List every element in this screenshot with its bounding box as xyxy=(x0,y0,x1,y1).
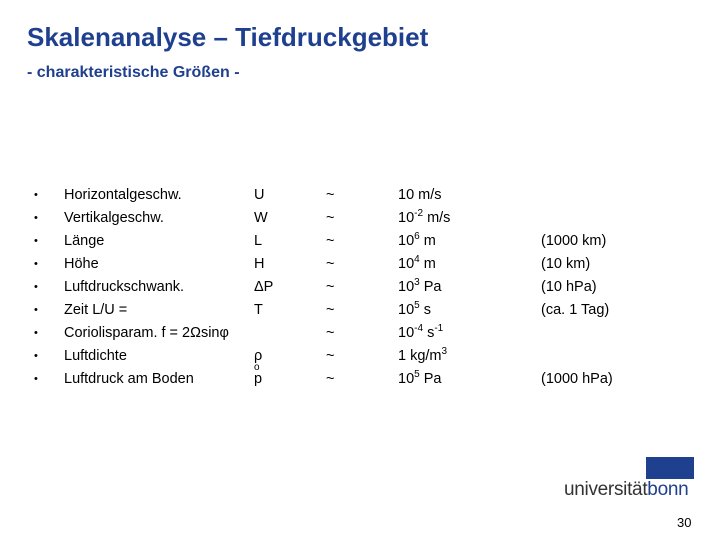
quantity-name: Luftdichte xyxy=(64,348,127,364)
list-item: • Zeit L/U = T ~ $10^5$ s (ca. 1 Tag) xyxy=(0,299,720,322)
logo-wordmark: universitätbonn xyxy=(564,479,689,500)
order-of-magnitude: $10^6$ m xyxy=(398,231,436,249)
list-item: • Luftdichte ρ ~ 1 $kg/m^3$ xyxy=(0,345,720,368)
quantity-name: Coriolisparam. f = 2Ωsinφ xyxy=(64,325,229,341)
approx-sign: ~ xyxy=(326,302,335,318)
bullet: • xyxy=(34,258,38,270)
order-of-magnitude: $10^5$ s xyxy=(398,300,431,318)
quantity-name: Höhe xyxy=(64,256,99,272)
approx-sign: ~ xyxy=(326,371,335,387)
quantity-name: Zeit L/U = xyxy=(64,302,128,318)
bullet: • xyxy=(34,327,38,339)
logo-building-icon xyxy=(646,457,694,479)
order-of-magnitude: $10^{-2}$ m/s xyxy=(398,208,451,226)
list-item: • Luftdruckschwank. ΔP ~ $10^3$ Pa (10 hPa) xyxy=(0,276,720,299)
list-item xyxy=(0,322,720,345)
order-of-magnitude: $10^5$ Pa xyxy=(398,369,442,387)
quantity-name: Luftdruck am Boden xyxy=(64,371,194,387)
bullet: • xyxy=(34,350,38,362)
order-of-magnitude: $10^3$ Pa xyxy=(398,277,442,295)
bullet: • xyxy=(34,281,38,293)
quantity-name: Horizontalgeschw. xyxy=(64,187,182,203)
approx-sign: ~ xyxy=(326,187,335,203)
slide-title: Skalenanalyse – Tiefdruckgebiet xyxy=(27,22,429,52)
quantity-name: Luftdruckschwank. xyxy=(64,279,185,295)
university-logo xyxy=(560,455,696,505)
order-of-magnitude: $10^4$ m xyxy=(398,254,436,272)
list-item: • Luftdruck am Boden p o ~ $10^5$ Pa (1000 hPa) xyxy=(0,368,720,391)
order-of-magnitude: 1 $kg/m^3$ xyxy=(398,346,448,364)
bullet: • xyxy=(34,304,38,316)
bullet: • xyxy=(34,373,38,385)
quantity-name: Länge xyxy=(64,233,105,249)
value-note: (ca. 1 Tag) xyxy=(541,302,610,318)
approx-sign: ~ xyxy=(326,325,335,341)
bullet: • xyxy=(34,235,38,247)
list-item: • Länge L ~ $10^6$ m (1000 km) xyxy=(0,230,720,253)
list-item: • Horizontalgeschw. U ~ 10 m/s xyxy=(0,184,720,207)
approx-sign: ~ xyxy=(326,348,335,364)
bullet: • xyxy=(34,212,38,224)
value-note: (1000 hPa) xyxy=(541,371,613,387)
value-note: (1000 km) xyxy=(541,233,607,249)
list-item: • Vertikalgeschw. W ~ $10^{-2}$ m/s xyxy=(0,207,720,230)
approx-sign: ~ xyxy=(326,279,335,295)
approx-sign: ~ xyxy=(326,210,335,226)
approx-sign: ~ xyxy=(326,233,335,249)
quantity-name: Vertikalgeschw. xyxy=(64,210,164,226)
bullet: • xyxy=(34,189,38,201)
value-note: (10 hPa) xyxy=(541,279,597,295)
page-number: 30 xyxy=(677,515,692,530)
list-item: • Höhe H ~ $10^4$ m (10 km) xyxy=(0,253,720,276)
approx-sign: ~ xyxy=(326,256,335,272)
slide-subtitle: - charakteristische Größen - xyxy=(27,64,240,81)
order-of-magnitude: $10^{-4}$ $s^{-1}$ xyxy=(398,323,444,341)
value-note: (10 km) xyxy=(541,256,591,272)
order-of-magnitude: 10 m/s xyxy=(398,187,442,203)
